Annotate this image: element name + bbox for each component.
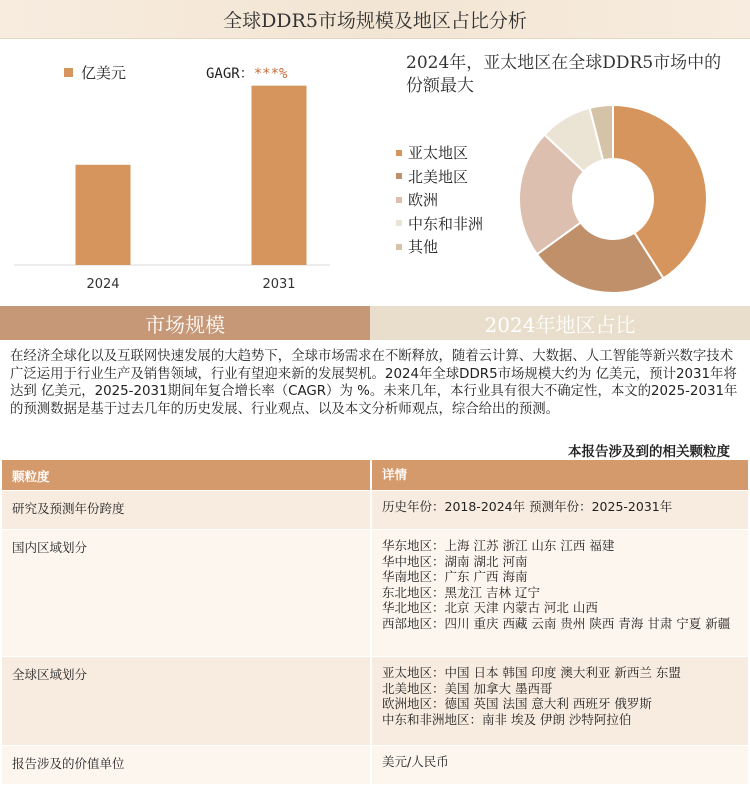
legend-swatch	[396, 220, 402, 226]
bar-2024	[76, 165, 131, 265]
pie-chart	[518, 104, 708, 294]
legend-swatch	[396, 150, 402, 156]
page-title: 全球DDR5市场规模及地区占比分析	[0, 0, 750, 39]
detail-line: 西部地区：四川 重庆 西藏 云南 贵州 陕西 青海 甘肃 宁夏 新疆	[382, 615, 731, 631]
detail-line: 中东和非洲地区：南非 埃及 伊朗 沙特阿拉伯	[382, 711, 632, 727]
bar-chart-panel	[14, 44, 334, 300]
table-cell-label: 报告涉及的价值单位	[12, 756, 125, 771]
table-cell-detail	[370, 746, 748, 784]
table-caption: 本报告涉及到的相关颗粒度	[568, 444, 730, 460]
legend-label: 北美地区	[408, 167, 469, 186]
x-tick-label: 2024	[86, 277, 120, 292]
table-cell-detail	[370, 491, 748, 529]
pie-legend-item	[396, 188, 483, 212]
legend-label: 中东和非洲	[408, 214, 484, 233]
table-row	[2, 491, 748, 530]
cagr-text	[206, 63, 287, 83]
cagr-label: GAGR：	[206, 66, 254, 82]
detail-line: 历史年份：2018-2024年 预测年份：2025-2031年	[382, 499, 673, 514]
pie-chart-wrap	[518, 104, 708, 294]
table-cell-label: 全球区域划分	[12, 667, 88, 682]
legend-label: 亚太地区	[408, 144, 469, 163]
pie-legend-item	[396, 165, 483, 189]
pie-legend-item	[396, 212, 483, 236]
legend-swatch	[396, 197, 402, 203]
detail-line: 亚太地区：中国 日本 韩国 印度 澳大利亚 新西兰 东盟	[382, 665, 681, 680]
legend-label: 其他	[408, 238, 439, 257]
table-cell-label: 研究及预测年份跨度	[12, 501, 125, 516]
section-region-share: 2024年地区占比	[370, 306, 750, 340]
detail-line: 美元/人民币	[382, 754, 449, 769]
table-row	[2, 657, 748, 746]
detail-line: 北美地区：美国 加拿大 墨西哥	[382, 680, 553, 696]
detail-line: 华东地区：上海 江苏 浙江 山东 江西 福建	[382, 538, 615, 553]
description-paragraph: 在经济全球化以及互联网快速发展的大趋势下，全球市场需求在不断释放，随着云计算、大数据、人工智能等新兴数字技术广泛运用于行业生产及销售领域，行业有望迎来新的发展契机。2024年全球DDR5市场规模大约为 亿美元，预计2031年将达到 亿美元，2025-2031期间年复合增长率（CAGR）为 %。未来几年，本行业具有很大不确定性，本文的2025-2031年的预测数据是基于过去几年的历史发展、行业观点、以及本文分析师观点，综合给出的预测。	[10, 349, 738, 417]
cagr-value: ***%	[253, 66, 288, 82]
legend-swatch	[396, 173, 402, 179]
legend-label: 欧洲	[408, 191, 439, 210]
bar-2031	[252, 86, 307, 265]
table-cell-detail	[370, 530, 748, 656]
detail-line: 华北地区：北京 天津 内蒙古 河北 山西	[382, 600, 598, 616]
legend-swatch	[64, 68, 73, 77]
table-cell-label: 国内区域划分	[12, 540, 88, 555]
table-header-cell: 颗粒度	[12, 469, 50, 484]
pie-legend	[396, 141, 483, 259]
detail-line: 欧洲地区：德国 英国 法国 意大利 西班牙 俄罗斯	[382, 696, 652, 712]
legend-swatch	[396, 244, 402, 250]
x-tick-label: 2031	[262, 277, 296, 292]
pie-legend-item	[396, 235, 483, 259]
detail-line: 华中地区：湖南 湖北 河南	[382, 553, 528, 569]
section-market-size: 市场规模	[0, 306, 370, 340]
table-header-row	[2, 460, 748, 491]
pie-chart-title: 2024年，亚太地区在全球DDR5市场中的份额最大	[406, 53, 722, 96]
detail-line: 东北地区：黑龙江 吉林 辽宁	[382, 584, 540, 600]
granularity-table	[2, 460, 748, 785]
table-row	[2, 746, 748, 785]
pie-legend-item	[396, 141, 483, 165]
table-row	[2, 530, 748, 657]
legend-label: 亿美元	[81, 64, 127, 82]
detail-line: 华南地区：广东 广西 海南	[382, 569, 528, 585]
bar-legend	[64, 62, 126, 83]
table-cell-detail	[370, 657, 748, 745]
table-header-cell: 详情	[370, 460, 748, 490]
